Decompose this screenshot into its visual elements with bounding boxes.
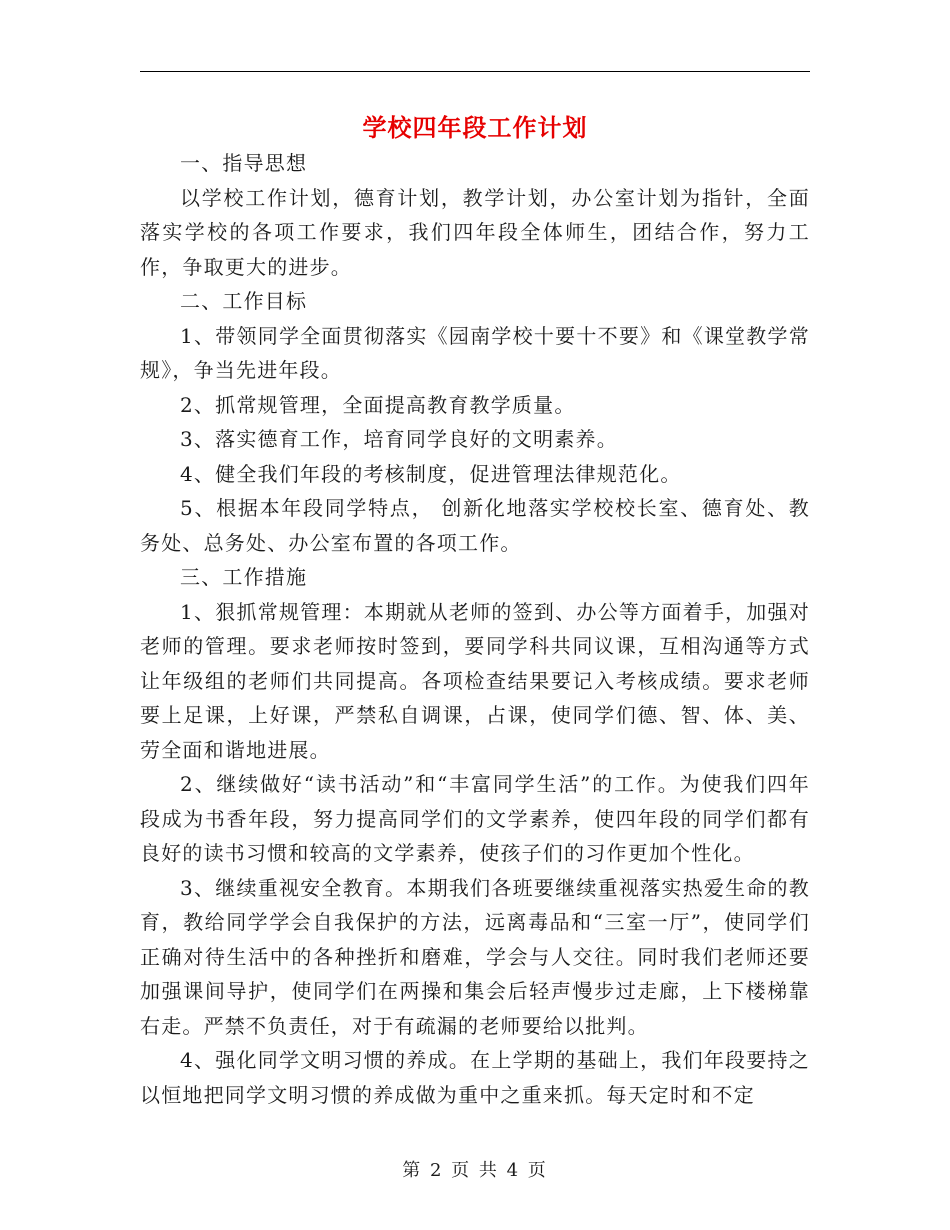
goal-item: 4、健全我们年段的考核制度，促进管理法律规范化。 [180,461,682,486]
goal-item: 5、根据本年段同学特点， 创新化地落实学校校长室、德育处、教务处、总务处、办公室布置的各项工作。 [140,496,810,555]
document-body [140,146,810,1112]
goal-item: 1、带领同学全面贯彻落实《园南学校十要十不要》和《课堂教学常规》，争当先进年段。 [140,323,810,382]
page-number-footer: 第 2 页 共 4 页 [402,1160,548,1181]
measure-item: 4、强化同学文明习惯的养成。在上学期的基础上，我们年段要持之以恒地把同学文明习惯的养成做为重中之重来抓。每天定时和不定 [140,1048,810,1107]
goal-item: 2、抓常规管理，全面提高教育教学质量。 [180,392,576,417]
document-title: 学校四年段工作计划 [362,113,588,142]
measure-item: 2、继续做好“读书活动”和“丰富同学生活”的工作。为使我们四年段成为书香年段，努力提高同学们的文学素养，使四年段的同学们都有良好的读书习惯和较高的文学素养，使孩子们的习作更加个性化。 [140,772,810,865]
header-rule [140,71,810,72]
section-heading-work-goals: 二、工作目标 [180,289,308,313]
section-heading-guiding-thought: 一、指导思想 [180,151,308,175]
goal-item: 3、落实德育工作，培育同学良好的文明素养。 [180,427,618,451]
section-heading-work-measures: 三、工作措施 [180,565,308,589]
measure-item: 3、继续重视安全教育。本期我们各班要继续重视落实热爱生命的教育，教给同学学会自我保护的方法，远离毒品和“三室一厅”，使同学们正确对待生活中的各种挫折和磨难，学会与人交往。同时我们老师还要加强课间导护，使同学们在两操和集会后轻声慢步过走廊，上下楼梯靠右走。严禁不负责任，对于有疏漏的老师要给以批判。 [140,875,810,1038]
paragraph: 以学校工作计划，德育计划，教学计划，办公室计划为指针，全面落实学校的各项工作要求，我们四年段全体师生，团结合作，努力工作，争取更大的进步。 [140,185,810,279]
measure-item: 1、狠抓常规管理：本期就从老师的签到、办公等方面着手，加强对老师的管理。要求老师按时签到，要同学科共同议课，互相沟通等方式让年级组的老师们共同提高。各项检查结果要记入考核成绩。要求老师要上足课，上好课，严禁私自调课，占课，使同学们德、智、体、美、劳全面和谐地进展。 [140,599,810,762]
